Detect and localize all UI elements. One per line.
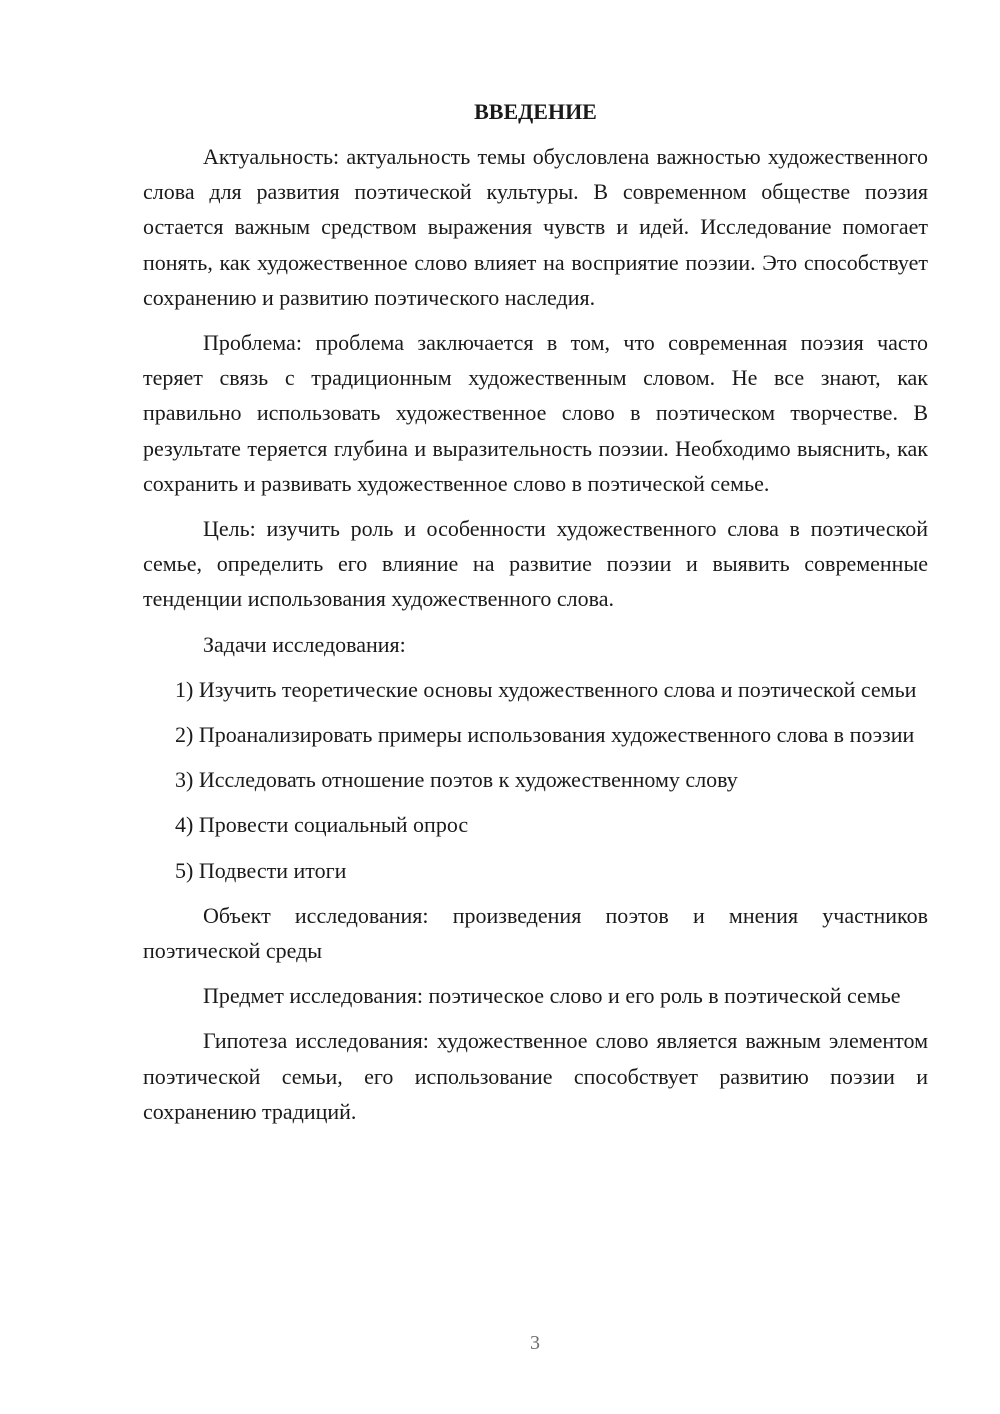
page-number: 3 — [530, 1332, 540, 1354]
task-item-3: 3) Исследовать отношение поэтов к художественному слову — [175, 767, 738, 793]
paragraph-goal: Цель: изучить роль и особенности художественного слова в поэтической семье, определить его влияние на развитие поэзии и выявить современные тенденции использования художественного слова. — [143, 516, 928, 612]
task-item-2: 2) Проанализировать примеры использования художественного слова в поэзии — [175, 722, 915, 748]
section-title: ВВЕДЕНИЕ — [474, 99, 597, 124]
task-item-5: 5) Подвести итоги — [175, 857, 347, 883]
paragraph-subject: Предмет исследования: поэтическое слово и его роль в поэтической семье — [203, 983, 901, 1009]
page-content — [143, 94, 928, 1129]
paragraph-hypothesis: Гипотеза исследования: художественное слово является важным элементом поэтической семьи, его использование способствует развитию поэзии и сохранению традиций. — [143, 1028, 928, 1124]
paragraph-problem: Проблема: проблема заключается в том, что современная поэзия часто теряет связь с традиционным художественным словом. Не все знают, как правильно использовать художественное слово в поэтическом творчестве. В результате теряется глубина и выразительность поэзии. Необходимо выяснить, как сохранить и развивать художественное слово в поэтической семье. — [143, 330, 928, 496]
task-item-1: 1) Изучить теоретические основы художественного слова и поэтической семьи — [175, 676, 917, 702]
paragraph-relevance: Актуальность: актуальность темы обусловлена важностью художественного слова для развития поэтической культуры. В современном обществе поэзия остается важным средством выражения чувств и идей. Исследование помогает понять, как художественное слово влияет на восприятие поэзии. Это способствует сохранению и развитию поэтического наследия. — [143, 144, 928, 310]
paragraph-tasks-heading: Задачи исследования: — [203, 631, 406, 657]
paragraph-object: Объект исследования: произведения поэтов и мнения участников поэтической среды — [143, 902, 928, 964]
task-item-4: 4) Провести социальный опрос — [175, 812, 469, 838]
